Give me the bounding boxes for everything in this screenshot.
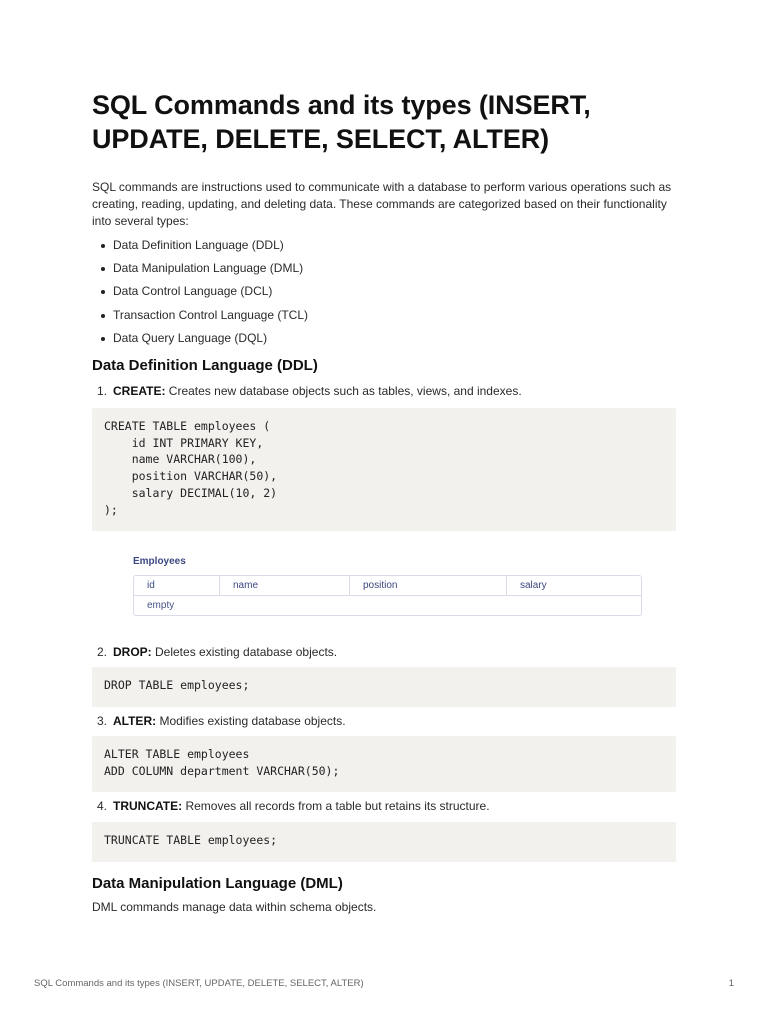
dml-paragraph: DML commands manage data within schema objects.: [92, 900, 377, 915]
truncate-label: TRUNCATE:: [113, 799, 183, 814]
bullet-icon: [101, 290, 105, 294]
alter-code-block: [92, 736, 676, 792]
column-header-name: name: [220, 576, 350, 595]
drop-label: DROP:: [113, 645, 152, 660]
list-item: Data Manipulation Language (DML): [92, 257, 676, 280]
create-label: CREATE:: [113, 384, 166, 399]
code-line: ADD COLUMN department VARCHAR(50);: [104, 763, 340, 778]
create-step: 1. CREATE: Creates new database objects such as tables, views, and indexes.: [97, 384, 522, 399]
column-header-id: id: [134, 576, 220, 595]
drop-code-block: [92, 667, 676, 707]
truncate-step: 4. TRUNCATE: Removes all records from a table but retains its structure.: [97, 799, 490, 814]
page-footer: [34, 978, 734, 990]
column-header-position: position: [350, 576, 507, 595]
table-title: Employees: [133, 556, 186, 568]
list-item: Data Query Language (DQL): [92, 327, 676, 350]
page-title: SQL Commands and its types (INSERT, UPDATE, DELETE, SELECT, ALTER): [92, 90, 591, 154]
alter-step: 3. ALTER: Modifies existing database objects.: [97, 713, 346, 728]
code-line: name VARCHAR(100),: [104, 452, 257, 467]
ddl-heading: Data Definition Language (DDL): [92, 357, 318, 375]
code-line: );: [104, 502, 118, 517]
code-line: position VARCHAR(50),: [104, 469, 278, 484]
list-item: Data Definition Language (DDL): [92, 234, 676, 257]
dml-heading: Data Manipulation Language (DML): [92, 875, 343, 893]
code-line: DROP TABLE employees;: [104, 678, 250, 693]
bullet-icon: [101, 337, 105, 341]
code-line: salary DECIMAL(10, 2): [104, 485, 278, 500]
truncate-code-block: [92, 822, 676, 862]
table-header: [134, 576, 641, 596]
sql-types-list: [92, 234, 676, 350]
column-header-salary: salary: [520, 580, 547, 592]
code-line: id INT PRIMARY KEY,: [104, 435, 264, 450]
code-line: ALTER TABLE employees: [104, 746, 250, 761]
intro-paragraph: SQL commands are instructions used to communicate with a database to perform various operations such as creating, reading, updating, and deleting data. These commands are categorized based on their functionality into several types:: [92, 180, 672, 228]
page-number: 1: [728, 978, 734, 989]
footer-title: SQL Commands and its types (INSERT, UPDATE, DELETE, SELECT, ALTER): [34, 978, 364, 989]
employees-table-figure: [133, 555, 642, 616]
drop-step: 2. DROP: Deletes existing database objects.: [97, 645, 338, 660]
bullet-icon: [101, 244, 105, 248]
list-item: Data Control Language (DCL): [92, 280, 676, 303]
list-item: Transaction Control Language (TCL): [92, 304, 676, 327]
code-line: CREATE TABLE employees (: [104, 419, 271, 434]
code-line: TRUNCATE TABLE employees;: [104, 833, 278, 848]
bullet-icon: [101, 314, 105, 318]
employees-table: [133, 575, 642, 616]
create-code-block: [92, 408, 676, 531]
document-body: [92, 88, 676, 916]
alter-label: ALTER:: [113, 713, 157, 728]
bullet-icon: [101, 267, 105, 271]
table-empty-row: empty: [147, 600, 175, 612]
